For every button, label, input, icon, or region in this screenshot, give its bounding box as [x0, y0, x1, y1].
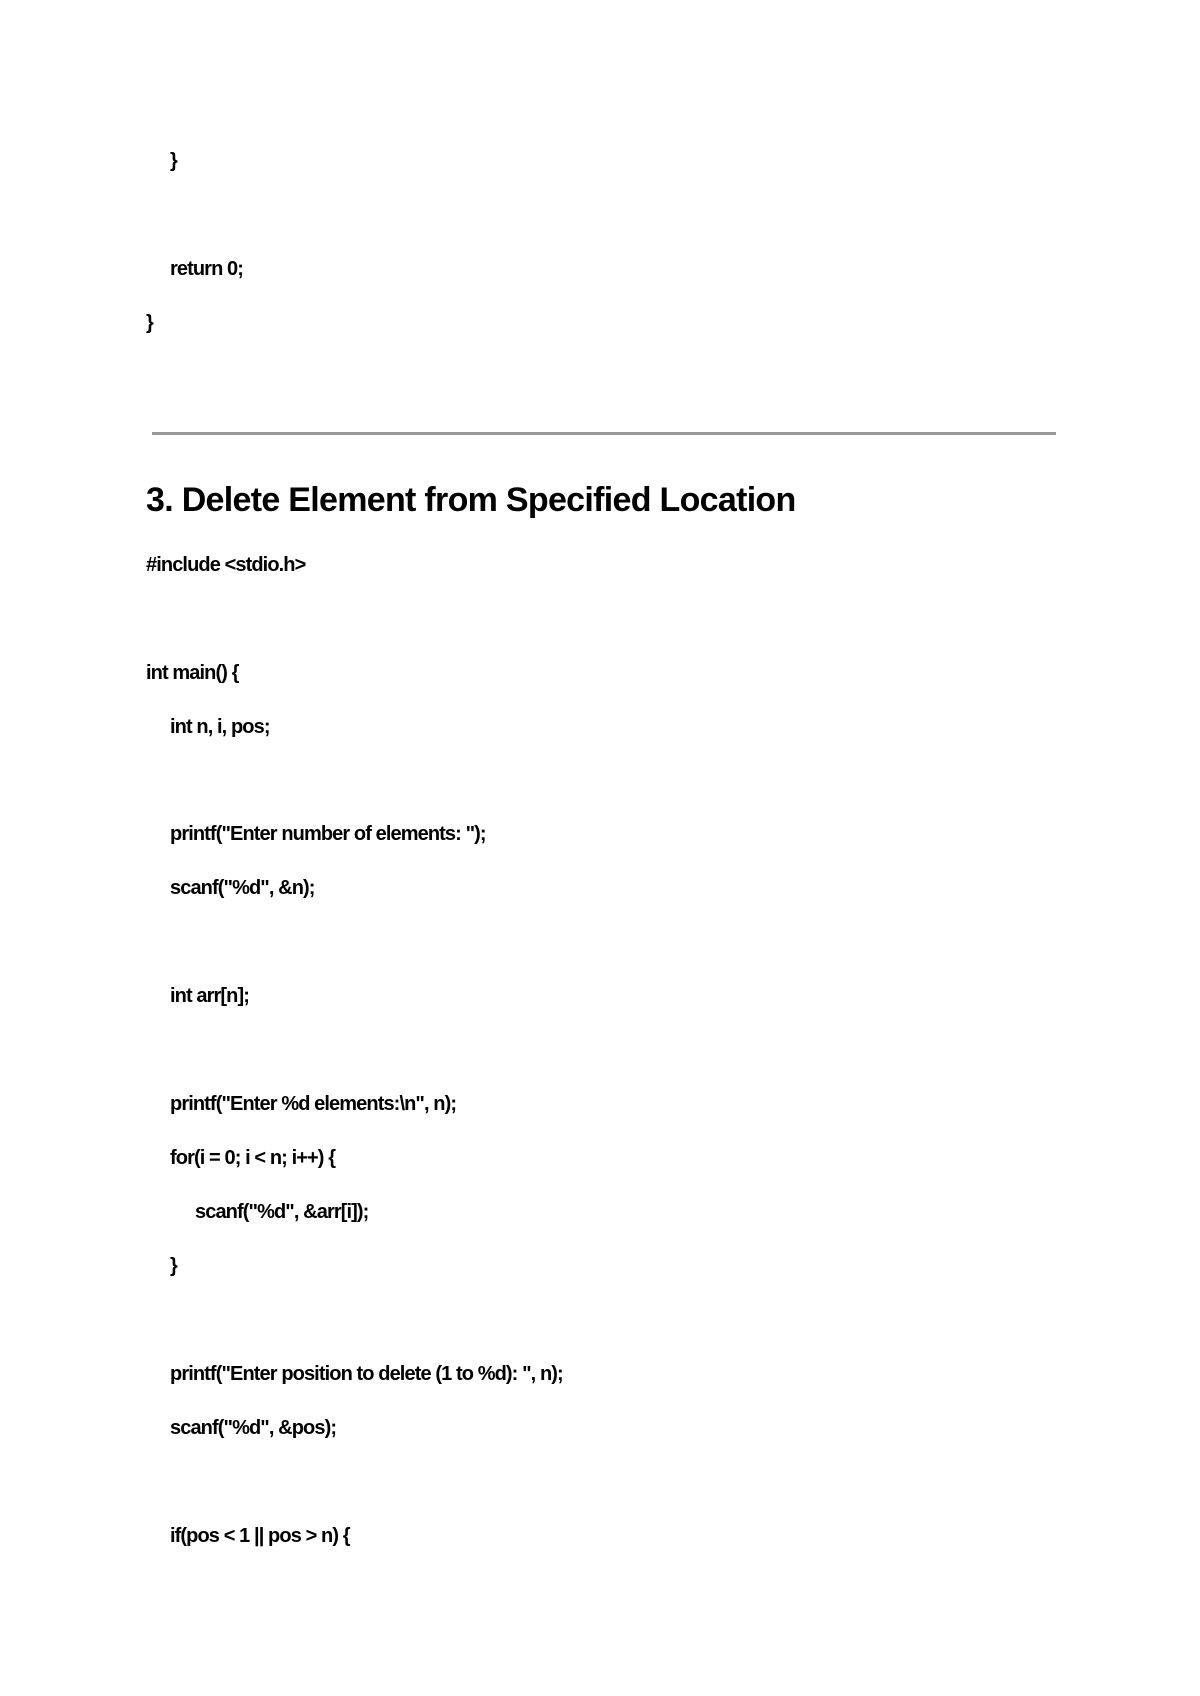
code-line: scanf("%d", &arr[i]); — [195, 1201, 369, 1223]
code-line: #include <stdio.h> — [146, 554, 306, 576]
section-heading: 3. Delete Element from Specified Location — [146, 481, 796, 519]
code-line: scanf("%d", &n); — [170, 877, 315, 899]
code-line: } — [170, 1255, 177, 1277]
code-line: } — [170, 150, 177, 172]
code-line: printf("Enter position to delete (1 to %d): ", n); — [170, 1363, 563, 1385]
section-divider — [152, 432, 1056, 435]
code-line: if(pos < 1 || pos > n) { — [170, 1525, 350, 1547]
code-line: return 0; — [170, 258, 244, 280]
code-line: int n, i, pos; — [170, 716, 270, 738]
code-line: int arr[n]; — [170, 985, 249, 1007]
code-line: int main() { — [146, 662, 239, 684]
code-line: for(i = 0; i < n; i++) { — [170, 1147, 336, 1169]
code-line: printf("Enter %d elements:\n", n); — [170, 1093, 457, 1115]
code-line: } — [146, 312, 153, 334]
code-line: printf("Enter number of elements: "); — [170, 823, 486, 845]
code-line: scanf("%d", &pos); — [170, 1417, 337, 1439]
